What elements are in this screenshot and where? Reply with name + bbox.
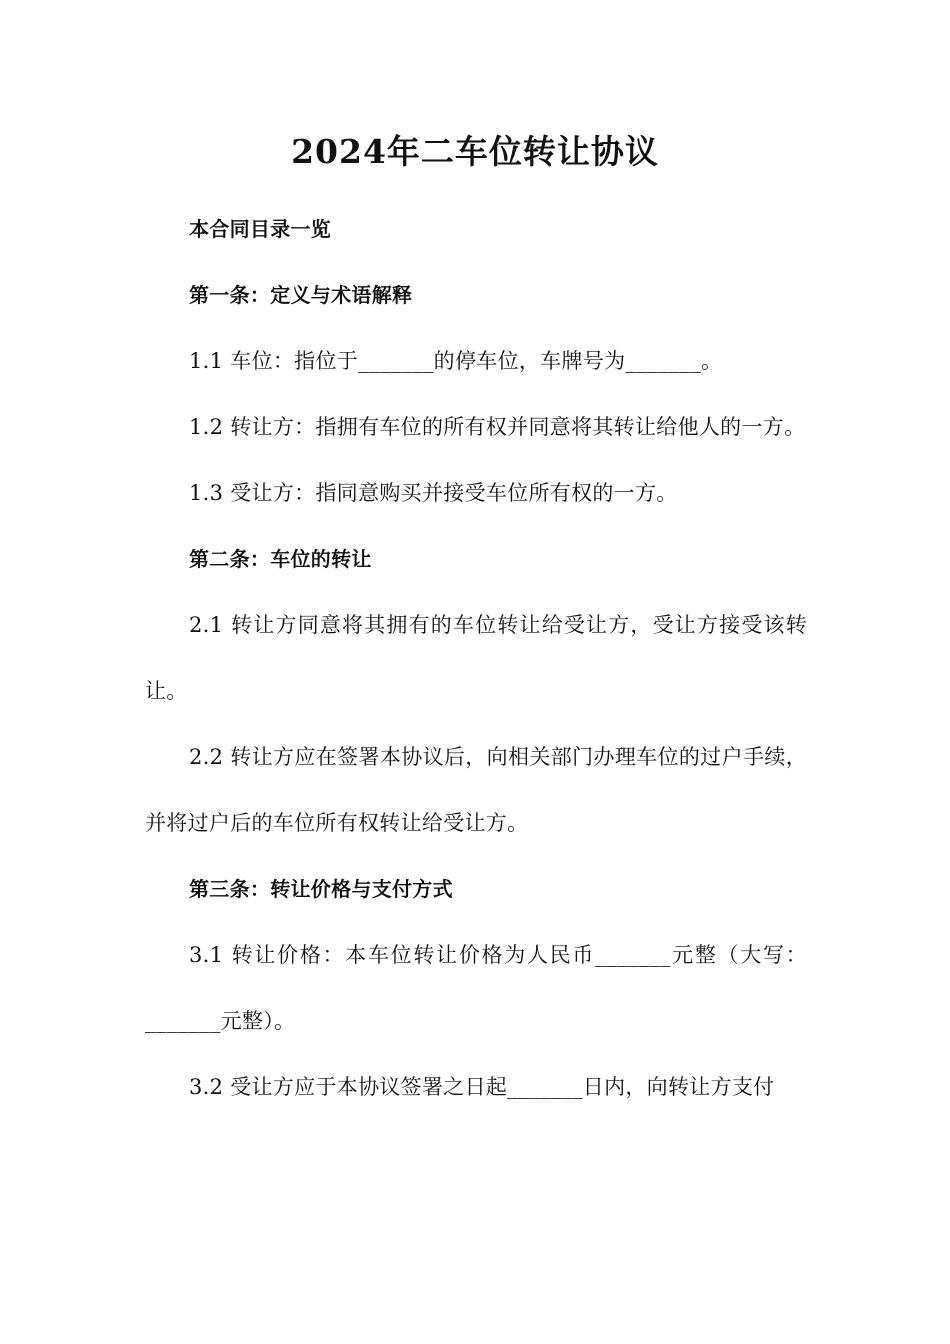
- toc-heading: 本合同目录一览: [189, 217, 332, 241]
- clause-3-2: 3.2 受让方应于本协议签署之日起_______日内，向转让方支付: [189, 1075, 775, 1099]
- clause-2-1: 2.1 转让方同意将其拥有的车位转让给受让方，受让方接受该转让。: [145, 613, 807, 703]
- document-body: [145, 196, 807, 1120]
- clause-3-1: 3.1 转让价格：本车位转让价格为人民币_______元整（大写：_______元整）。: [145, 943, 807, 1033]
- clause-1-1: 1.1 车位：指位于_______的停车位，车牌号为_______。: [189, 349, 723, 373]
- section-heading-2: 第二条：车位的转让: [189, 547, 372, 571]
- section-heading-1: 第一条：定义与术语解释: [189, 283, 413, 307]
- clause-1-3: 1.3 受让方：指同意购买并接受车位所有权的一方。: [189, 481, 678, 505]
- document-title: 2024年二车位转让协议: [291, 132, 659, 171]
- section-heading-3: 第三条：转让价格与支付方式: [189, 877, 453, 901]
- clause-2-2: 2.2 转让方应在签署本协议后，向相关部门办理车位的过户手续，并将过户后的车位所有权转让给受让方。: [145, 745, 807, 835]
- clause-1-2: 1.2 转让方：指拥有车位的所有权并同意将其转让给他人的一方。: [189, 415, 806, 439]
